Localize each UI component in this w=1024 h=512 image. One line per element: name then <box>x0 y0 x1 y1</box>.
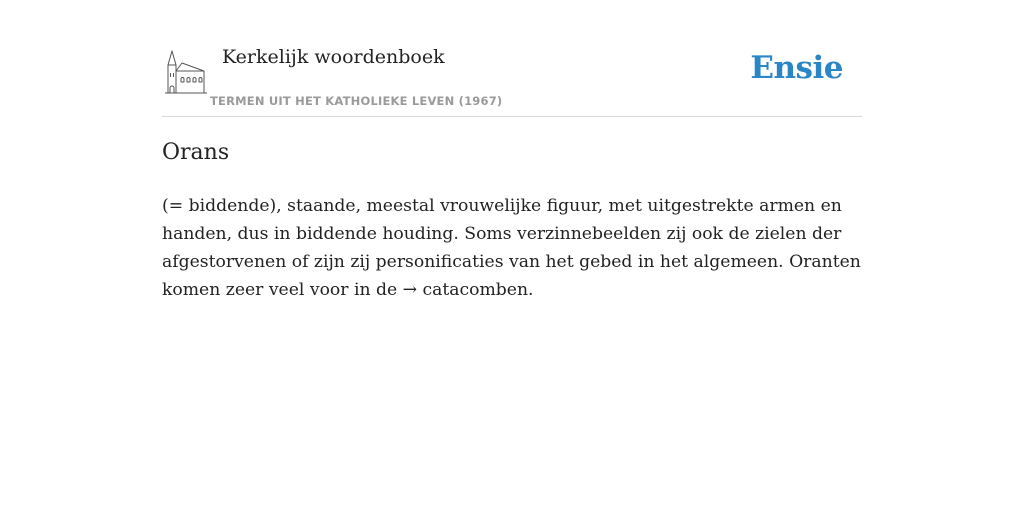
entry-body <box>162 192 862 304</box>
entry-title: Orans <box>162 140 230 165</box>
site-title[interactable]: Kerkelijk woordenboek <box>222 46 445 68</box>
catacomben-link[interactable] <box>403 280 528 300</box>
link-label: catacomben <box>422 280 529 300</box>
brand-logo[interactable]: Ensie <box>750 50 843 86</box>
church-icon[interactable] <box>165 49 207 95</box>
entry-text-end: . <box>528 280 534 300</box>
site-header <box>162 0 862 117</box>
page <box>162 0 862 300</box>
entry-text: (= biddende), staande, meestal vrouwelijke figuur, met uitgestrekte armen en handen, dus in biddende houding. Soms verzinnebeelden zij ook de zielen der afgestorvenen of zijn zij personificaties van het gebed in het algemeen. Oranten komen zeer veel voor in de <box>162 196 861 300</box>
arrow-right-icon: → <box>402 280 418 300</box>
site-subtitle: TERMEN UIT HET KATHOLIEKE LEVEN (1967) <box>210 94 503 108</box>
